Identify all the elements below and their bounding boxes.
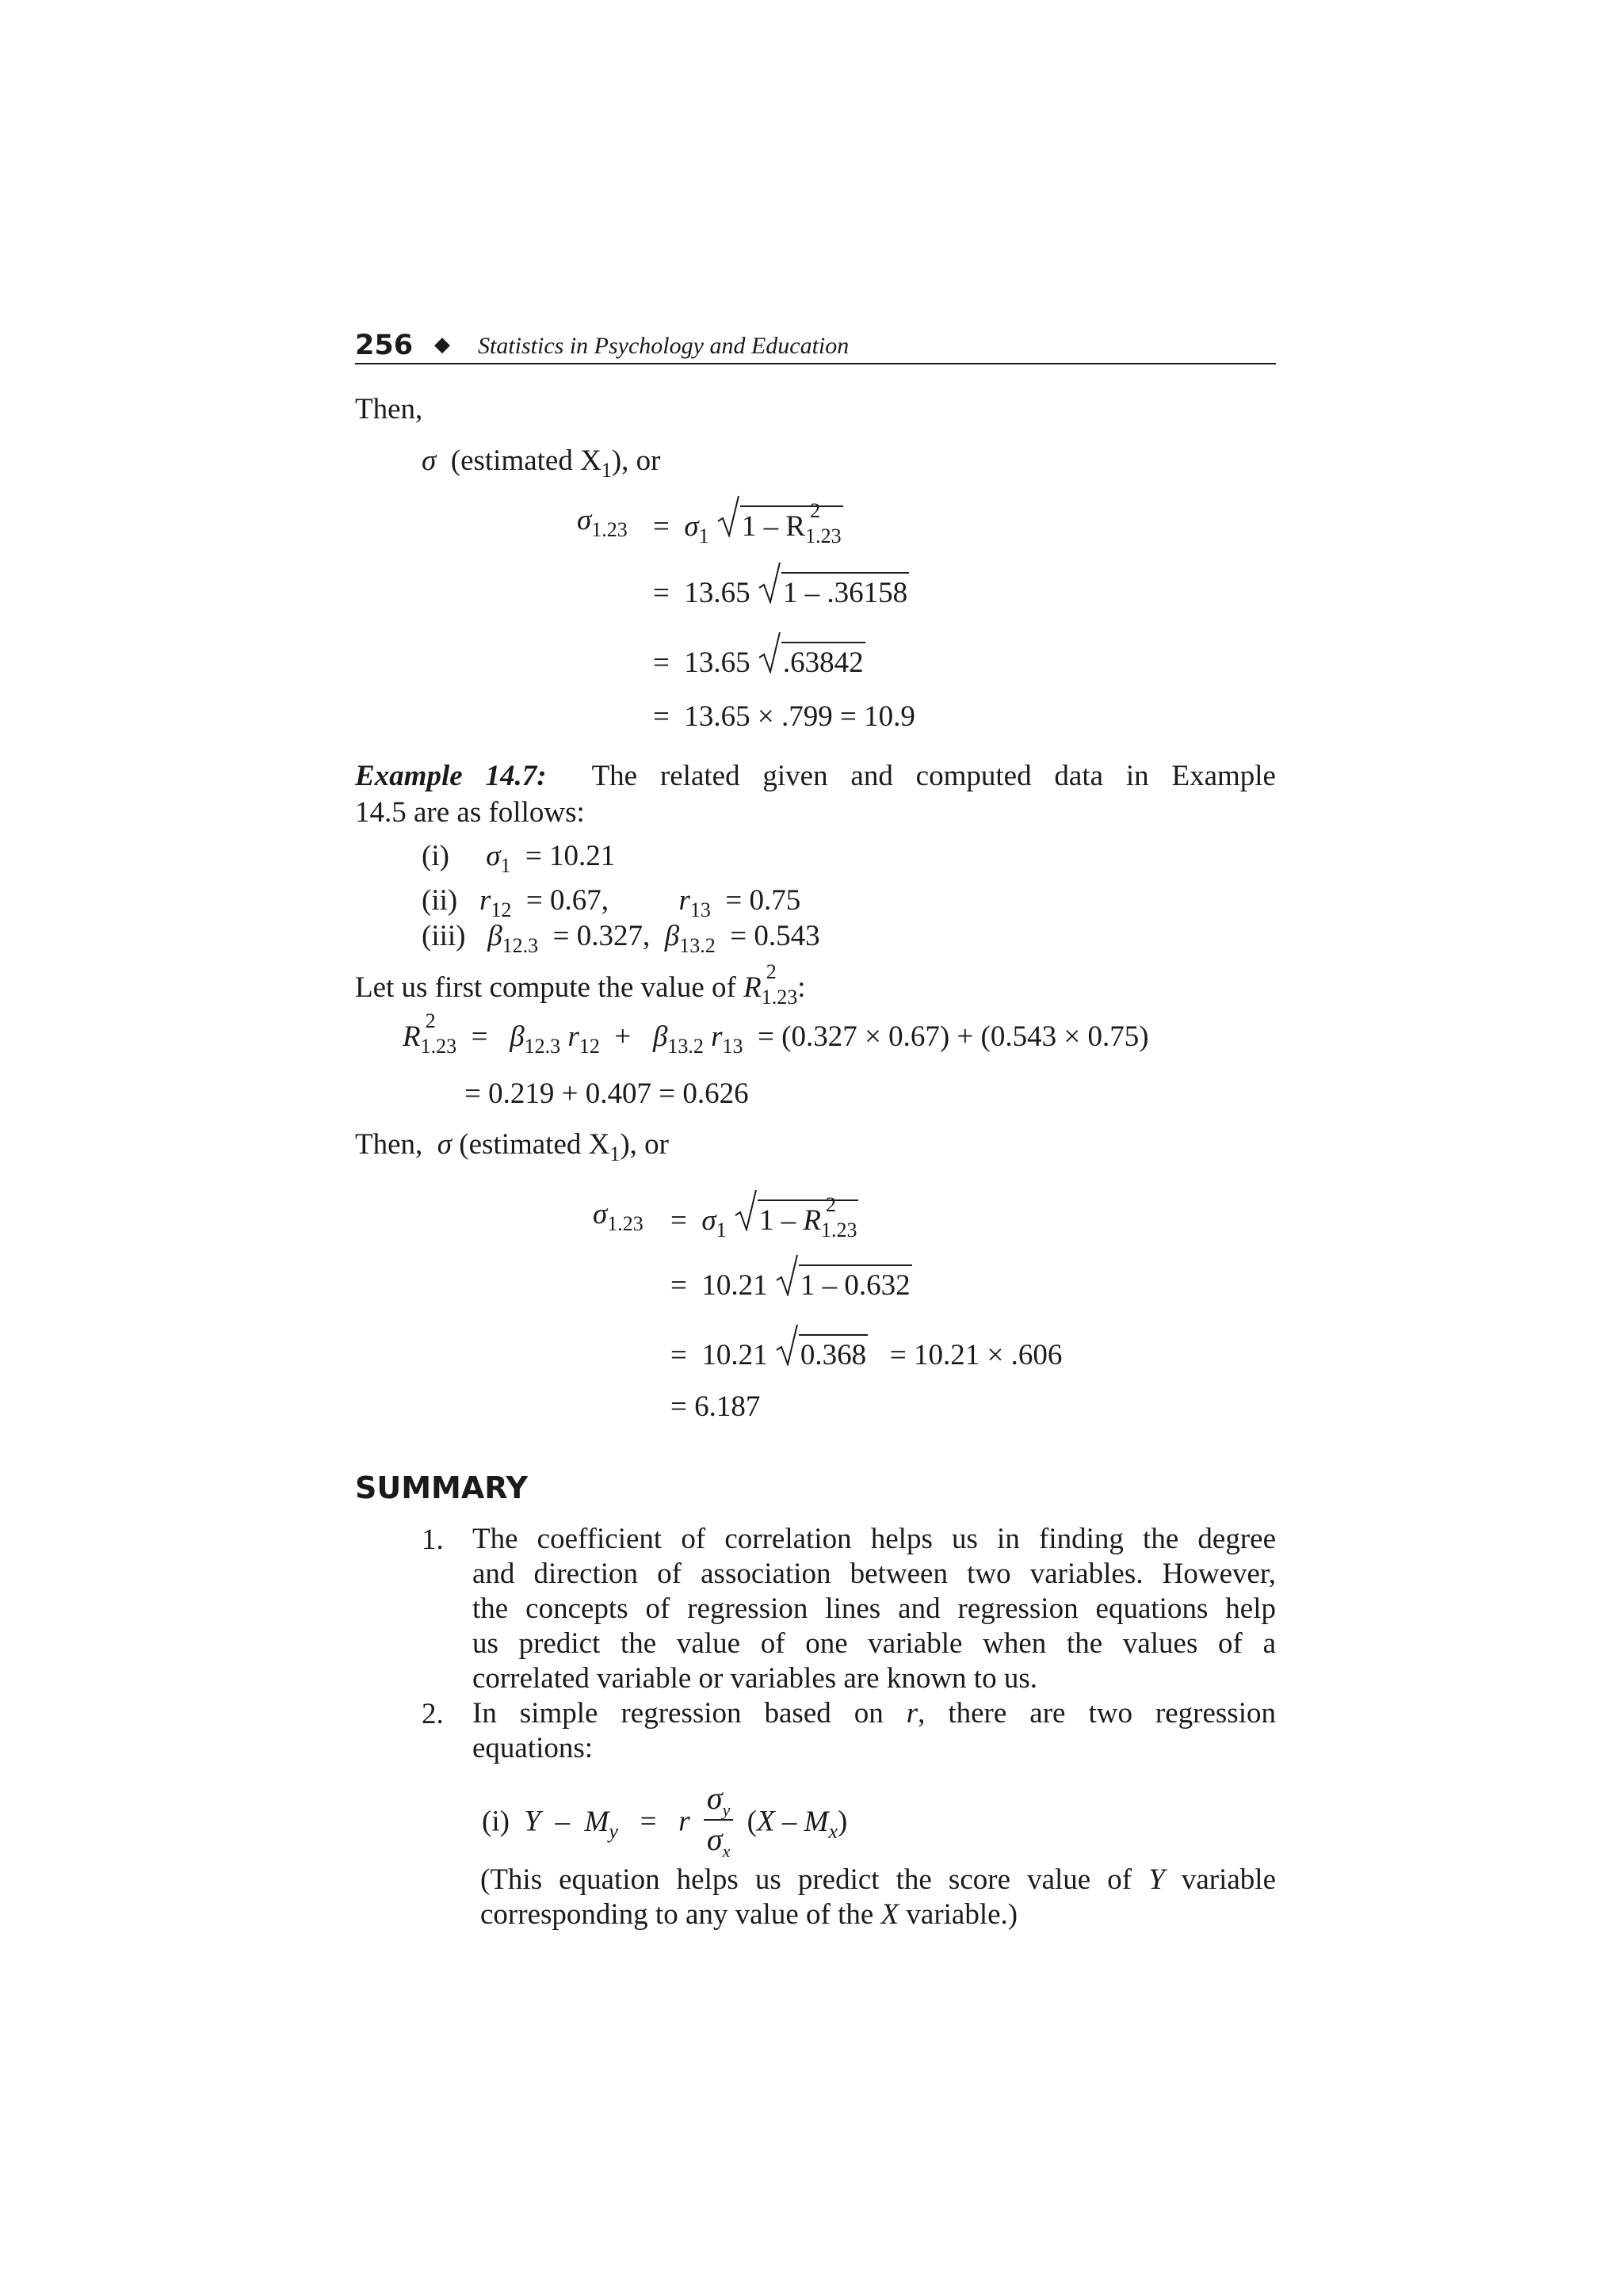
summary-item-1-line-5: correlated variable or variables are known to us.	[472, 1662, 1037, 1695]
page-number: 256	[355, 330, 414, 361]
sigma-ratio-fraction: $\frac{\sigma_y}{\sigma_x}$	[704, 1783, 734, 1860]
estimated-text-1: (estimated $X_1$), or	[450, 444, 661, 482]
summary-item-1-line-2: and direction of association between two variables. However,	[472, 1558, 1276, 1590]
eq2-line-1: = $\sigma_1$ 1 – R 2 1.23	[670, 1199, 858, 1241]
item-iii: (iii) $\beta_{12.3} = 0.327$, $\beta_{13.2} = 0.543$	[422, 920, 820, 957]
header-rule	[355, 363, 1276, 364]
sigma-lhs-1: $\sigma_{1.23}$	[577, 504, 628, 541]
equation-note-line-1: (This equation helps us predict the score value of Y variable	[480, 1863, 1276, 1896]
sqrt-2: 1 – .36158	[758, 572, 909, 608]
then-label-1: Then,	[355, 393, 423, 425]
summary-item-1-line-4: us predict the value of one variable when the values of a	[472, 1627, 1276, 1660]
diamond-icon: ◆	[434, 333, 450, 357]
summary-item-2-line-1: In simple regression based on r, there are two regression	[472, 1697, 1276, 1730]
summary-item-1-line-3: the concepts of regression lines and regression equations help	[472, 1592, 1276, 1625]
sigma-lhs-2: $\sigma_{1.23}$	[593, 1198, 643, 1235]
estimated-line-1: σ (estimated $X_1$), or	[422, 444, 661, 482]
eq-line-2: = 13.65 1 – .36158	[653, 572, 909, 608]
item-ii: (ii) $r_{12} = 0.67$, $r_{13} = 0.75$	[422, 884, 801, 921]
R2-equation-line-1: R 2 $1.23 = \beta_{12.3}$ $r_{12} + \beta_{13.2}$ $r_{13} = (0.327 \times 0.67) + (0.543 \times 0.75)$	[403, 1009, 1149, 1058]
summary-item-num-2: 2.	[422, 1698, 444, 1730]
compute-line: Let us first compute the value of R 2 1.23:	[355, 960, 806, 1009]
eq-line-4: = 13.65 × .799 = 10.9	[653, 700, 915, 733]
eq2-line-4: = 6.187	[670, 1390, 761, 1423]
summary-item-1-line-1: The coefficient of correlation helps us in finding the degree	[472, 1523, 1276, 1555]
eq2-line-2: = 10.21 1 – 0.632	[670, 1264, 912, 1300]
item-i: (i) $\sigma_1 = 10.21$	[422, 840, 616, 877]
sqrt-4: 1 – R 2 1.23	[734, 1199, 859, 1241]
example-paragraph: Example 14.7: The related given and computed data in Example	[355, 760, 1276, 792]
sqrt-5: 1 – 0.632	[775, 1264, 912, 1300]
example-label: Example 14.7:	[355, 760, 547, 792]
sqrt-3: .63842	[758, 642, 865, 677]
summary-item-2-line-2: equations:	[472, 1732, 594, 1764]
eq2-line-3: = 10.21 0.368 = 10.21 × .606	[670, 1334, 1062, 1370]
eq-line-1: = $\sigma_1$ 1 – R 2 1.23	[653, 505, 843, 547]
sqrt-1: 1 – R 2 1.23	[716, 505, 843, 547]
then-label-2: Then, σ (estimated $X_1$), or	[355, 1128, 670, 1165]
regression-equation: (i) $Y - M_y = r$ $\frac{\sigma_y}{\sigma_x}$ $(X - M_x)$	[482, 1780, 848, 1861]
example-line-2: 14.5 are as follows:	[355, 796, 585, 829]
sqrt-6: 0.368	[775, 1334, 868, 1370]
eq-line-3: = 13.65 .63842	[653, 642, 865, 677]
book-title: Statistics in Psychology and Education	[478, 333, 850, 359]
summary-heading: SUMMARY	[355, 1470, 528, 1505]
R2-equation-line-2: = 0.219 + 0.407 = 0.626	[464, 1077, 749, 1110]
equation-note-line-2: corresponding to any value of the X variable.)	[480, 1898, 1018, 1931]
summary-item-num-1: 1.	[422, 1524, 444, 1556]
